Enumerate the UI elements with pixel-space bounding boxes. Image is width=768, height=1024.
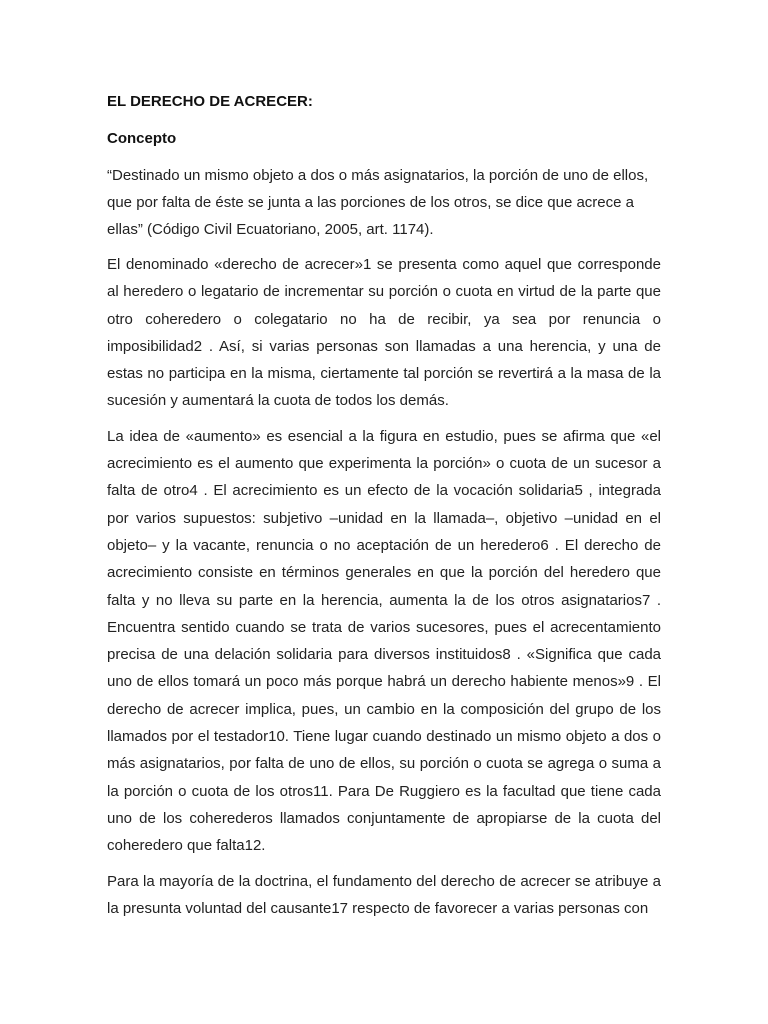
document-page	[107, 92, 661, 930]
body-paragraph: Para la mayoría de la doctrina, el fundamento del derecho de acrecer se atribuye a la presunta voluntad del causante17 respecto de favorecer a varias personas con	[107, 872, 661, 917]
body-paragraph: La idea de «aumento» es esencial a la figura en estudio, pues se afirma que «el acrecimiento es el aumento que experimenta la porción» o cuota de un sucesor a falta de otro4 . El acrecimiento es un efecto de la vocación solidaria5 , integrada por varios supuestos: subjetivo –unidad en la llamada–, objetivo –unidad en el objeto– y la vacante, renuncia o no aceptación de un heredero6 . El derecho de acrecimiento consiste en términos generales en que la porción del heredero que falta y no lleva su parte en la herencia, aumenta la de los otros asignatarios7 . Encuentra sentido cuando se trata de varios sucesores, pues el acrecentamiento precisa de una delación solidaria para diversos instituidos8 . «Significa que cada uno de ellos tomará un poco más porque habrá un derecho habiente menos»9 . El derecho de acrecer implica, pues, un cambio en la composición del grupo de los llamados por el testador10. Tiene lugar cuando destinado un mismo objeto a dos o más asignatarios, por falta de uno de ellos, su porción o cuota se agrega o suma a la porción o cuota de los otros11. Para De Ruggiero es la facultad que tiene cada uno de los coherederos llamados conjuntamente de apropiarse de la cuota del coheredero que falta12.	[107, 427, 661, 855]
document-title: EL DERECHO DE ACRECER:	[107, 93, 313, 110]
section-heading: Concepto	[107, 130, 177, 147]
quote-paragraph: “Destinado un mismo objeto a dos o más asignatarios, la porción de uno de ellos, que por falta de éste se junta a las porciones de los otros, se dice que acrece a ellas” (Código Civil Ecuatoriano, 2005, art. 1174).	[107, 167, 649, 238]
body-paragraph: El denominado «derecho de acrecer»1 se presenta como aquel que corresponde al heredero o legatario de incrementar su porción o cuota en virtud de la parte que otro coheredero o colegatario no ha de recibir, ya sea por renuncia o imposibilidad2 . Así, si varias personas son llamadas a una herencia, y una de estas no participa en la misma, ciertamente tal porción se revertirá a la masa de la sucesión y aumentará la cuota de todos los demás.	[107, 256, 661, 410]
